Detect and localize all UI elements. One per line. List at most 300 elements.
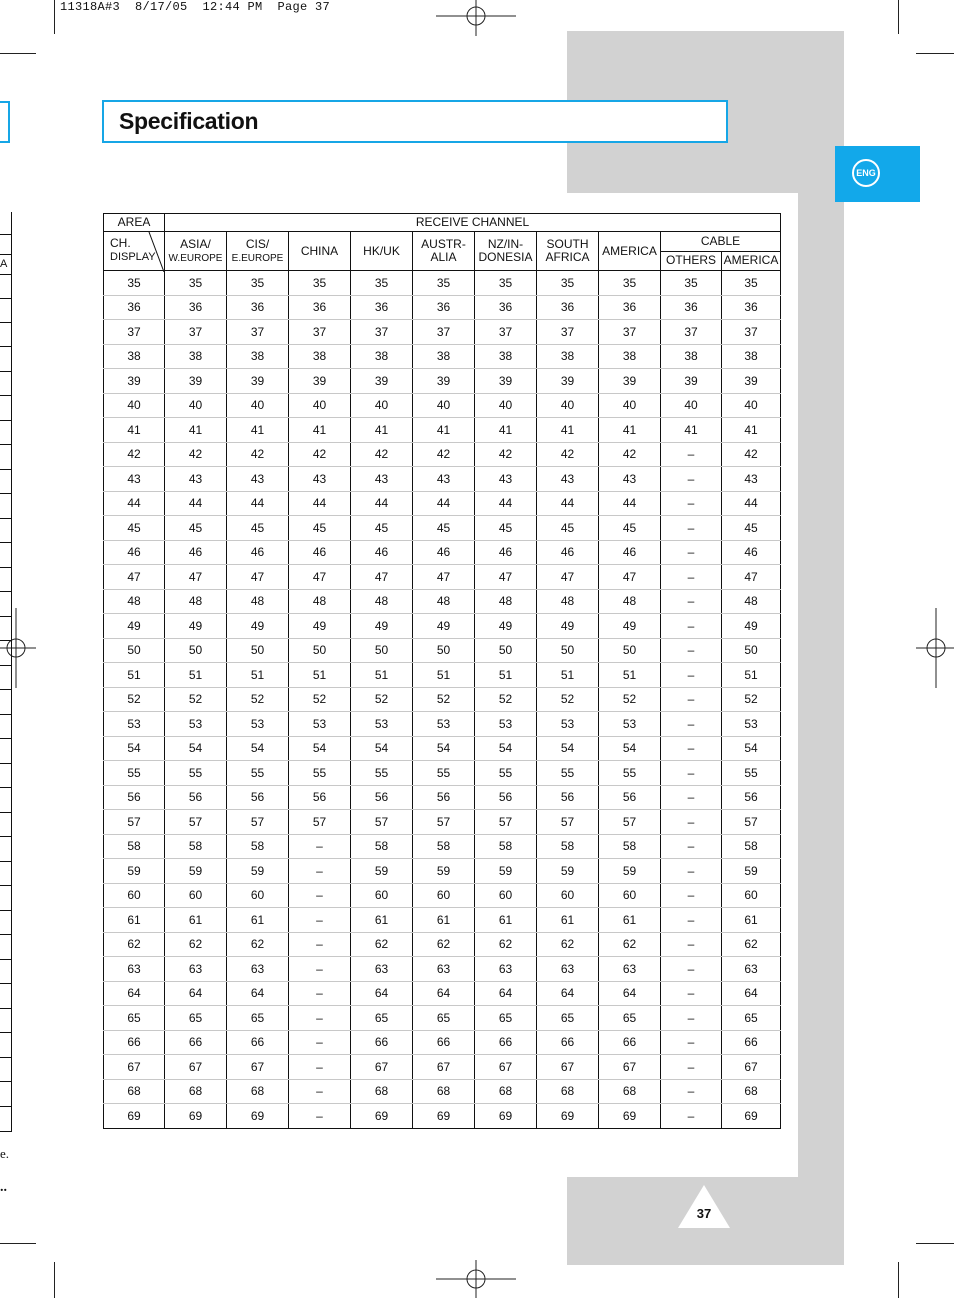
- channel-cell: 52: [599, 687, 661, 712]
- channel-cell: 61: [599, 908, 661, 933]
- channel-cell: 48: [289, 589, 351, 614]
- channel-cell: 66: [475, 1030, 537, 1055]
- ch-display-cell: 58: [104, 834, 165, 859]
- channel-cell: 59: [351, 859, 413, 884]
- channel-cell: 61: [475, 908, 537, 933]
- channel-cell: 59: [227, 859, 289, 884]
- left-page-title-edge: [0, 101, 10, 143]
- channel-cell: 55: [413, 761, 475, 786]
- channel-cell: 46: [289, 540, 351, 565]
- channel-cell: 35: [475, 271, 537, 296]
- channel-cell: 35: [165, 271, 227, 296]
- channel-cell: 52: [413, 687, 475, 712]
- channel-cell: –: [661, 810, 722, 835]
- channel-cell: 60: [475, 883, 537, 908]
- channel-cell: 43: [722, 467, 781, 492]
- channel-cell: 52: [537, 687, 599, 712]
- channel-cell: 42: [165, 442, 227, 467]
- channel-cell: 36: [661, 295, 722, 320]
- channel-cell: 51: [599, 663, 661, 688]
- channel-cell: 64: [475, 981, 537, 1006]
- channel-cell: 60: [722, 883, 781, 908]
- channel-cell: 40: [165, 393, 227, 418]
- channel-cell: –: [289, 859, 351, 884]
- channel-cell: 51: [351, 663, 413, 688]
- crop-mark: [0, 1243, 36, 1244]
- channel-cell: 38: [599, 344, 661, 369]
- channel-cell: 58: [413, 834, 475, 859]
- page-title: Specification: [119, 108, 259, 134]
- channel-cell: 52: [165, 687, 227, 712]
- channel-cell: 37: [413, 320, 475, 345]
- table-row: [104, 320, 781, 345]
- channel-cell: –: [661, 957, 722, 982]
- ch-display-cell: 47: [104, 565, 165, 590]
- channel-cell: 55: [722, 761, 781, 786]
- channel-cell: 41: [165, 418, 227, 443]
- channel-cell: 67: [413, 1055, 475, 1080]
- channel-cell: 48: [537, 589, 599, 614]
- ch-display-cell: 62: [104, 932, 165, 957]
- channel-cell: 52: [722, 687, 781, 712]
- channel-cell: –: [661, 467, 722, 492]
- channel-cell: 62: [413, 932, 475, 957]
- channel-cell: 67: [722, 1055, 781, 1080]
- left-page-edge-letter: A: [0, 258, 8, 270]
- channel-cell: 41: [661, 418, 722, 443]
- channel-cell: 41: [599, 418, 661, 443]
- column-header-china: [289, 232, 351, 271]
- channel-cell: 69: [413, 1104, 475, 1129]
- channel-cell: 59: [722, 859, 781, 884]
- channel-cell: 58: [537, 834, 599, 859]
- channel-cell: 68: [351, 1079, 413, 1104]
- channel-cell: 62: [599, 932, 661, 957]
- channel-cell: 52: [475, 687, 537, 712]
- column-header-hkuk: [351, 232, 413, 271]
- channel-cell: 49: [537, 614, 599, 639]
- channel-cell: 64: [599, 981, 661, 1006]
- channel-cell: 44: [722, 491, 781, 516]
- table-row: [104, 883, 781, 908]
- channel-cell: 62: [227, 932, 289, 957]
- channel-cell: 50: [227, 638, 289, 663]
- column-header-australia: [413, 232, 475, 271]
- channel-cell: 42: [722, 442, 781, 467]
- channel-cell: 66: [722, 1030, 781, 1055]
- channel-cell: 64: [351, 981, 413, 1006]
- column-header-line2: E.EUROPE: [231, 252, 284, 264]
- channel-cell: 41: [289, 418, 351, 443]
- channel-cell: 61: [165, 908, 227, 933]
- ch-display-cell: 38: [104, 344, 165, 369]
- channel-cell: 54: [537, 736, 599, 761]
- channel-cell: 56: [537, 785, 599, 810]
- channel-cell: 64: [722, 981, 781, 1006]
- channel-cell: 60: [599, 883, 661, 908]
- ch-display-cell: 40: [104, 393, 165, 418]
- table-row: [104, 663, 781, 688]
- ch-display-cell: 39: [104, 369, 165, 394]
- channel-cell: 53: [227, 712, 289, 737]
- table-row: [104, 810, 781, 835]
- channel-cell: –: [661, 687, 722, 712]
- channel-cell: 56: [351, 785, 413, 810]
- channel-cell: 37: [661, 320, 722, 345]
- channel-cell: 43: [413, 467, 475, 492]
- channel-cell: 44: [413, 491, 475, 516]
- channel-cell: 37: [351, 320, 413, 345]
- channel-cell: 56: [599, 785, 661, 810]
- channel-cell: 38: [661, 344, 722, 369]
- channel-cell: 67: [165, 1055, 227, 1080]
- channel-cell: 45: [413, 516, 475, 541]
- channel-cell: –: [661, 785, 722, 810]
- channel-cell: –: [289, 1104, 351, 1129]
- column-header-line1: AUSTR-: [421, 237, 466, 251]
- ch-display-cell: 64: [104, 981, 165, 1006]
- column-header-line1: CIS/: [245, 236, 270, 251]
- channel-cell: 67: [599, 1055, 661, 1080]
- channel-cell: 43: [475, 467, 537, 492]
- channel-cell: 58: [165, 834, 227, 859]
- channel-cell: 59: [475, 859, 537, 884]
- channel-cell: 56: [227, 785, 289, 810]
- channel-cell: 66: [227, 1030, 289, 1055]
- channel-cell: 54: [722, 736, 781, 761]
- channel-cell: 60: [413, 883, 475, 908]
- column-header-line1: CHINA: [300, 243, 339, 258]
- channel-cell: 58: [722, 834, 781, 859]
- crop-mark: [916, 53, 954, 54]
- channel-cell: 57: [227, 810, 289, 835]
- channel-cell: 54: [351, 736, 413, 761]
- channel-cell: 69: [537, 1104, 599, 1129]
- column-header-line1: HK/UK: [363, 243, 400, 258]
- column-header-south-africa: [537, 232, 599, 271]
- channel-cell: 62: [722, 932, 781, 957]
- channel-cell: 38: [475, 344, 537, 369]
- channel-cell: 52: [351, 687, 413, 712]
- channel-cell: 61: [537, 908, 599, 933]
- channel-cell: –: [661, 663, 722, 688]
- ch-display-cell: 48: [104, 589, 165, 614]
- channel-cell: 54: [413, 736, 475, 761]
- channel-cell: 69: [599, 1104, 661, 1129]
- channel-cell: 58: [227, 834, 289, 859]
- receive-channel-table: [103, 213, 781, 1129]
- channel-cell: 55: [227, 761, 289, 786]
- channel-cell: 57: [537, 810, 599, 835]
- column-header-line1: ASIA/: [180, 236, 211, 251]
- registration-mark-top-icon: [436, 0, 516, 36]
- channel-cell: 45: [227, 516, 289, 541]
- channel-cell: 64: [537, 981, 599, 1006]
- channel-cell: 47: [413, 565, 475, 590]
- channel-cell: –: [661, 1104, 722, 1129]
- channel-cell: 39: [165, 369, 227, 394]
- channel-cell: 54: [165, 736, 227, 761]
- channel-cell: 55: [351, 761, 413, 786]
- channel-cell: 55: [475, 761, 537, 786]
- channel-cell: 40: [351, 393, 413, 418]
- channel-cell: 36: [599, 295, 661, 320]
- channel-cell: 56: [165, 785, 227, 810]
- channel-cell: 37: [289, 320, 351, 345]
- channel-cell: 40: [227, 393, 289, 418]
- channel-cell: 49: [722, 614, 781, 639]
- table-row: [104, 491, 781, 516]
- channel-cell: 38: [165, 344, 227, 369]
- channel-cell: 54: [599, 736, 661, 761]
- channel-cell: 43: [351, 467, 413, 492]
- channel-cell: 56: [722, 785, 781, 810]
- channel-cell: 66: [599, 1030, 661, 1055]
- channel-cell: 67: [227, 1055, 289, 1080]
- channel-cell: 69: [722, 1104, 781, 1129]
- channel-cell: 47: [227, 565, 289, 590]
- ch-display-cell: 53: [104, 712, 165, 737]
- channel-cell: 65: [165, 1006, 227, 1031]
- crop-mark: [898, 0, 899, 34]
- channel-cell: 41: [413, 418, 475, 443]
- crop-mark: [916, 1243, 954, 1244]
- table-row: [104, 393, 781, 418]
- ch-display-cell: 68: [104, 1079, 165, 1104]
- channel-cell: 59: [599, 859, 661, 884]
- channel-cell: 65: [351, 1006, 413, 1031]
- table-row: [104, 516, 781, 541]
- channel-cell: 35: [351, 271, 413, 296]
- channel-cell: 51: [227, 663, 289, 688]
- ch-display-cell: 44: [104, 491, 165, 516]
- channel-cell: 64: [165, 981, 227, 1006]
- channel-cell: 69: [227, 1104, 289, 1129]
- channel-cell: –: [289, 1079, 351, 1104]
- table-row: [104, 540, 781, 565]
- channel-cell: 48: [599, 589, 661, 614]
- channel-cell: 37: [227, 320, 289, 345]
- table-row: [104, 1079, 781, 1104]
- channel-cell: 66: [351, 1030, 413, 1055]
- channel-cell: 59: [413, 859, 475, 884]
- channel-cell: 39: [475, 369, 537, 394]
- channel-cell: 40: [289, 393, 351, 418]
- channel-cell: –: [289, 932, 351, 957]
- channel-cell: 68: [475, 1079, 537, 1104]
- ch-display-cell: 41: [104, 418, 165, 443]
- channel-cell: –: [661, 565, 722, 590]
- channel-cell: 63: [413, 957, 475, 982]
- column-header-asia: [165, 232, 227, 271]
- area-header: AREA: [104, 214, 165, 232]
- channel-cell: 61: [351, 908, 413, 933]
- language-tab: [835, 146, 920, 202]
- channel-cell: 53: [413, 712, 475, 737]
- channel-cell: 39: [537, 369, 599, 394]
- channel-cell: 42: [351, 442, 413, 467]
- channel-cell: 55: [165, 761, 227, 786]
- channel-cell: 41: [722, 418, 781, 443]
- column-header-nz-indonesia: [475, 232, 537, 271]
- channel-cell: 68: [722, 1079, 781, 1104]
- crop-mark: [54, 1262, 55, 1298]
- channel-cell: –: [661, 908, 722, 933]
- channel-cell: 51: [722, 663, 781, 688]
- ch-display-cell: 59: [104, 859, 165, 884]
- channel-cell: 44: [537, 491, 599, 516]
- channel-cell: 40: [537, 393, 599, 418]
- left-page-edge-text: e.: [0, 1146, 10, 1161]
- channel-cell: 36: [165, 295, 227, 320]
- channel-cell: 38: [537, 344, 599, 369]
- channel-cell: 68: [599, 1079, 661, 1104]
- table-row: [104, 589, 781, 614]
- channel-cell: 53: [599, 712, 661, 737]
- channel-cell: 44: [475, 491, 537, 516]
- channel-cell: –: [661, 736, 722, 761]
- channel-cell: 42: [537, 442, 599, 467]
- table-row: [104, 369, 781, 394]
- channel-cell: 38: [722, 344, 781, 369]
- channel-cell: 44: [289, 491, 351, 516]
- channel-cell: 47: [537, 565, 599, 590]
- column-header-line2: AFRICA: [545, 250, 590, 264]
- channel-cell: 57: [413, 810, 475, 835]
- channel-cell: 41: [227, 418, 289, 443]
- channel-cell: 58: [475, 834, 537, 859]
- channel-cell: 46: [413, 540, 475, 565]
- channel-cell: 50: [722, 638, 781, 663]
- channel-cell: 45: [351, 516, 413, 541]
- table-row: [104, 467, 781, 492]
- channel-cell: 37: [537, 320, 599, 345]
- channel-cell: 54: [289, 736, 351, 761]
- channel-cell: 39: [661, 369, 722, 394]
- channel-cell: 37: [475, 320, 537, 345]
- channel-cell: 47: [475, 565, 537, 590]
- channel-cell: –: [661, 859, 722, 884]
- table-row: [104, 442, 781, 467]
- channel-cell: 69: [351, 1104, 413, 1129]
- table-row: [104, 761, 781, 786]
- channel-cell: 57: [289, 810, 351, 835]
- channel-cell: 61: [413, 908, 475, 933]
- channel-cell: 51: [475, 663, 537, 688]
- channel-cell: 47: [722, 565, 781, 590]
- channel-cell: –: [661, 1006, 722, 1031]
- channel-cell: 41: [475, 418, 537, 443]
- channel-cell: 58: [351, 834, 413, 859]
- ch-display-cell: 49: [104, 614, 165, 639]
- column-header-line2: W.EUROPE: [168, 252, 223, 264]
- channel-cell: –: [661, 1030, 722, 1055]
- registration-mark-right-icon: [916, 608, 954, 688]
- cable-america-header: AMERICA: [722, 251, 781, 271]
- channel-cell: 48: [351, 589, 413, 614]
- channel-cell: 45: [537, 516, 599, 541]
- channel-cell: 36: [537, 295, 599, 320]
- channel-cell: 53: [475, 712, 537, 737]
- channel-cell: 53: [165, 712, 227, 737]
- channel-cell: 48: [722, 589, 781, 614]
- channel-cell: 68: [227, 1079, 289, 1104]
- channel-cell: 56: [413, 785, 475, 810]
- channel-cell: 40: [475, 393, 537, 418]
- ch-display-cell: 51: [104, 663, 165, 688]
- column-header-line1: SOUTH: [546, 237, 589, 251]
- ch-label: CH.: [110, 236, 131, 250]
- channel-cell: 44: [227, 491, 289, 516]
- table-row: [104, 418, 781, 443]
- channel-cell: 60: [165, 883, 227, 908]
- channel-cell: 63: [599, 957, 661, 982]
- channel-cell: 36: [227, 295, 289, 320]
- left-page-table-edge: [0, 212, 12, 1132]
- channel-cell: 48: [475, 589, 537, 614]
- channel-cell: 49: [227, 614, 289, 639]
- table-row: [104, 295, 781, 320]
- channel-cell: 53: [289, 712, 351, 737]
- column-header-line2: DONESIA: [478, 250, 533, 264]
- table-row: [104, 565, 781, 590]
- page-number: 37: [696, 1206, 712, 1221]
- channel-cell: –: [661, 442, 722, 467]
- channel-cell: 45: [722, 516, 781, 541]
- table-row: [104, 957, 781, 982]
- channel-cell: 51: [413, 663, 475, 688]
- channel-cell: 66: [537, 1030, 599, 1055]
- ch-display-cell: 57: [104, 810, 165, 835]
- table-row: [104, 736, 781, 761]
- channel-cell: 35: [227, 271, 289, 296]
- channel-cell: –: [661, 761, 722, 786]
- channel-cell: 42: [413, 442, 475, 467]
- table-row: [104, 859, 781, 884]
- ch-display-cell: 66: [104, 1030, 165, 1055]
- channel-cell: 41: [351, 418, 413, 443]
- channel-cell: 36: [413, 295, 475, 320]
- table-row: [104, 712, 781, 737]
- language-badge: ENG: [852, 159, 880, 187]
- channel-cell: 52: [227, 687, 289, 712]
- channel-cell: 44: [351, 491, 413, 516]
- ch-display-cell: 54: [104, 736, 165, 761]
- crop-mark: [898, 1262, 899, 1298]
- crop-mark: [54, 0, 55, 34]
- channel-cell: 35: [599, 271, 661, 296]
- channel-cell: 63: [722, 957, 781, 982]
- channel-cell: 57: [475, 810, 537, 835]
- channel-cell: 60: [351, 883, 413, 908]
- channel-cell: 63: [537, 957, 599, 982]
- channel-cell: 47: [289, 565, 351, 590]
- channel-cell: 60: [227, 883, 289, 908]
- channel-cell: 57: [165, 810, 227, 835]
- table-row: [104, 687, 781, 712]
- channel-cell: 43: [165, 467, 227, 492]
- channel-cell: 63: [165, 957, 227, 982]
- channel-cell: 42: [227, 442, 289, 467]
- channel-cell: –: [661, 614, 722, 639]
- channel-cell: 57: [599, 810, 661, 835]
- channel-cell: 65: [722, 1006, 781, 1031]
- channel-cell: 57: [351, 810, 413, 835]
- ch-display-cell: 45: [104, 516, 165, 541]
- channel-cell: 51: [537, 663, 599, 688]
- channel-cell: 45: [599, 516, 661, 541]
- ch-display-cell: 65: [104, 1006, 165, 1031]
